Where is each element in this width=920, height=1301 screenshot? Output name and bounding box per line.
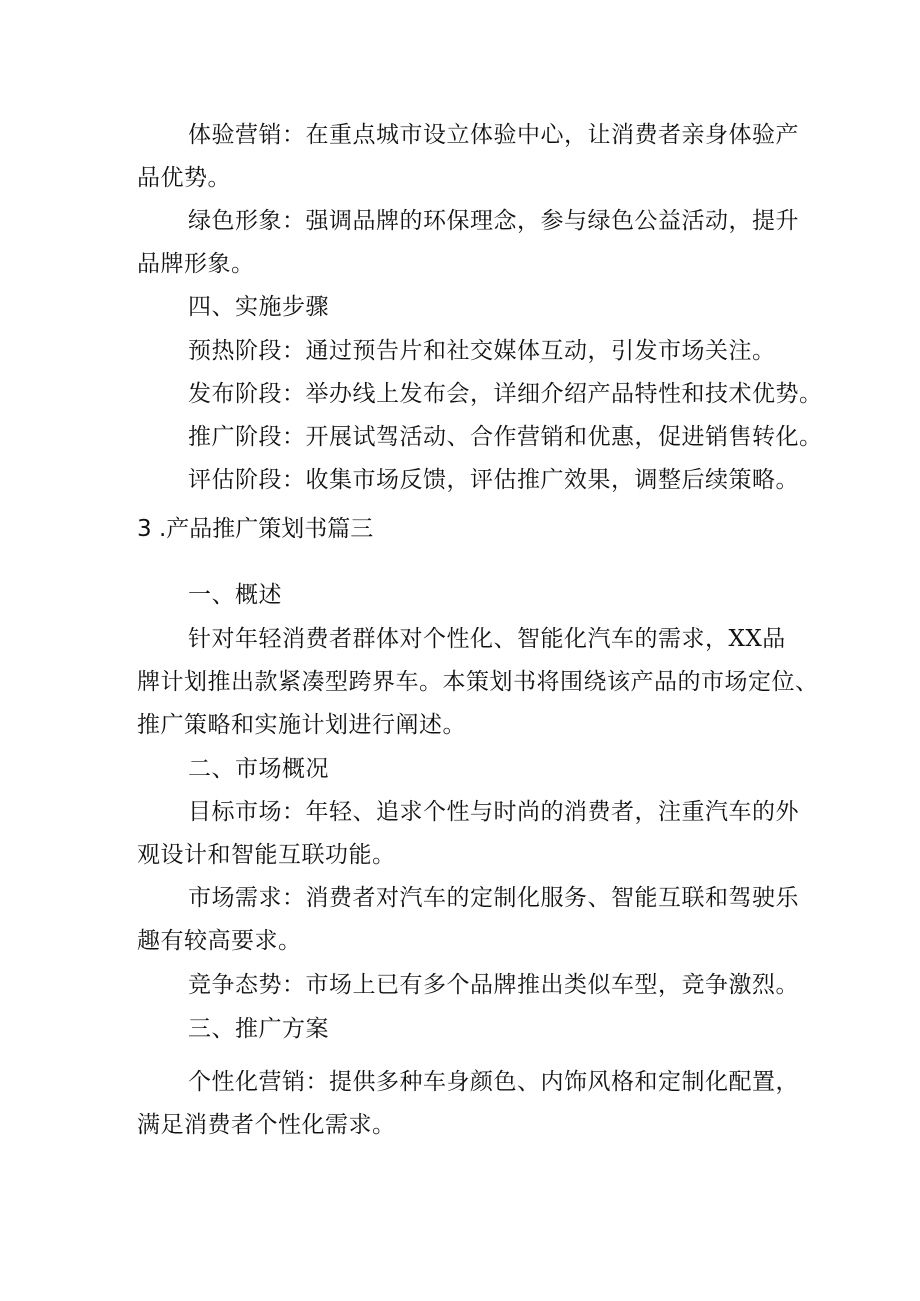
- paragraph-market-demand-line-1: 市场需求：消费者对汽车的定制化服务、智能互联和驾驶乐: [188, 885, 799, 911]
- paragraph-personalized-marketing-line-1: 个性化营销：提供多种车身颜色、内饰风格和定制化配置，: [188, 1069, 799, 1095]
- section-title-part-three: 3 .产品推广策划书篇三: [137, 516, 374, 542]
- paragraph-competition: 竞争态势：市场上已有多个品牌推出类似车型，竞争激烈。: [188, 972, 799, 998]
- paragraph-launch-stage: 发布阶段：举办线上发布会，详细介绍产品特性和技术优势。: [188, 381, 823, 407]
- paragraph-green-image-line-2: 品牌形象。: [137, 251, 255, 277]
- paragraph-target-market-line-2: 观设计和智能互联功能。: [137, 842, 396, 868]
- heading-implementation-steps: 四、实施步骤: [188, 294, 329, 320]
- paragraph-green-image-line-1: 绿色形象：强调品牌的环保理念，参与绿色公益活动，提升: [188, 208, 799, 234]
- paragraph-promotion-stage: 推广阶段：开展试驾活动、合作营销和优惠，促进销售转化。: [188, 424, 823, 450]
- paragraph-overview-line-2: 牌计划推出款紧凑型跨界车。本策划书将围绕该产品的市场定位、: [137, 669, 819, 695]
- paragraph-overview-line-1: 针对年轻消费者群体对个性化、智能化汽车的需求，XX品: [188, 626, 786, 652]
- paragraph-personalized-marketing-line-2: 满足消费者个性化需求。: [137, 1112, 396, 1138]
- paragraph-experience-marketing-line-2: 品优势。: [137, 165, 231, 191]
- heading-overview: 一、概述: [188, 582, 282, 608]
- heading-promotion-plan: 三、推广方案: [188, 1016, 329, 1042]
- paragraph-evaluation-stage: 评估阶段：收集市场反馈，评估推广效果，调整后续策略。: [188, 467, 799, 493]
- paragraph-overview-line-3: 推广策略和实施计划进行阐述。: [137, 712, 466, 738]
- paragraph-market-demand-line-2: 趣有较高要求。: [137, 928, 302, 954]
- paragraph-target-market-line-1: 目标市场：年轻、追求个性与时尚的消费者，注重汽车的外: [188, 799, 799, 825]
- paragraph-experience-marketing-line-1: 体验营销：在重点城市设立体验中心，让消费者亲身体验产: [188, 122, 799, 148]
- paragraph-warmup-stage: 预热阶段：通过预告片和社交媒体互动，引发市场关注。: [188, 338, 776, 364]
- heading-market-overview: 二、市场概况: [188, 756, 329, 782]
